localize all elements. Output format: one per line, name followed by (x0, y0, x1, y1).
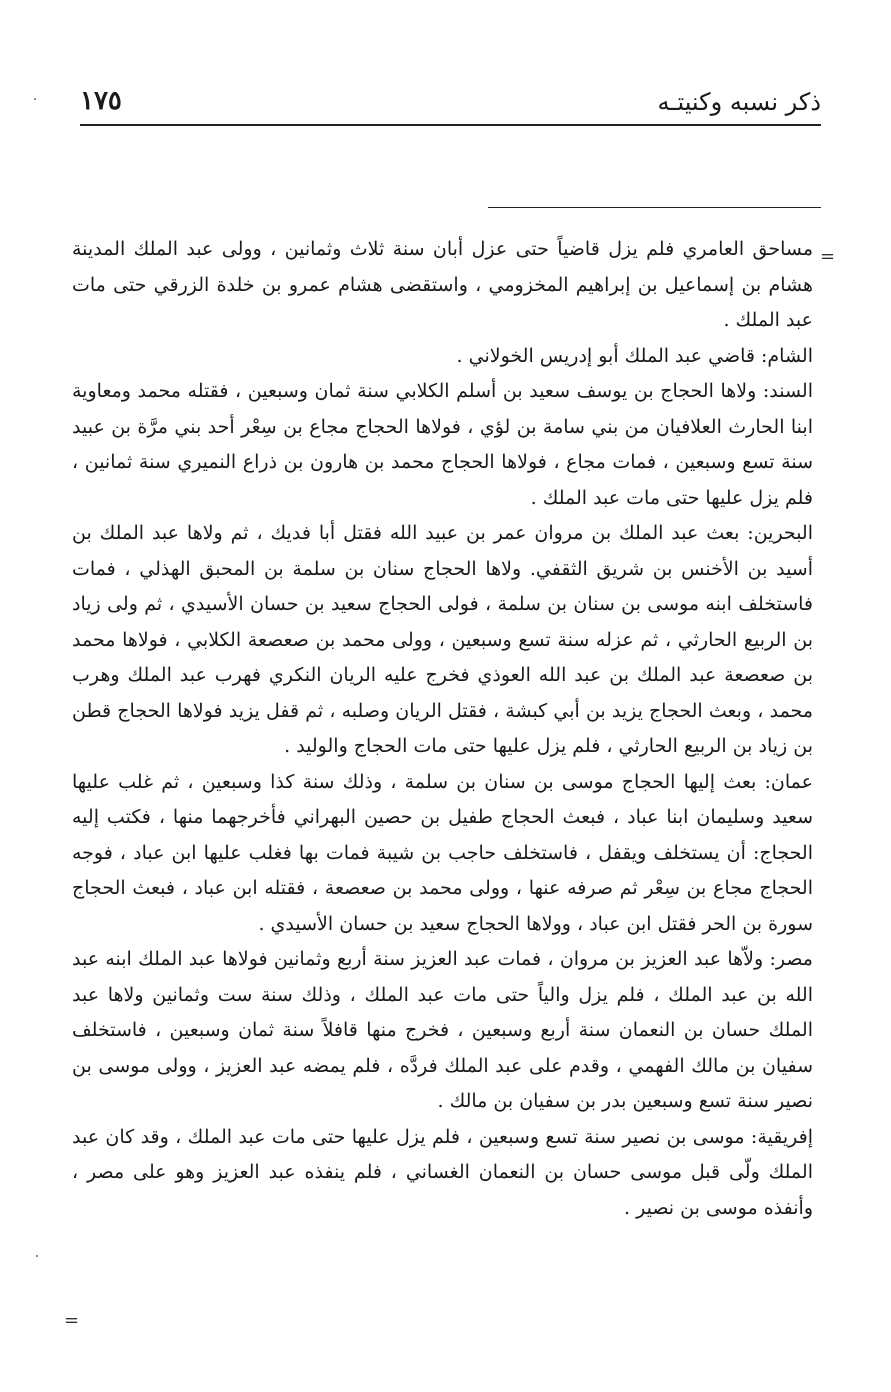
paragraph-sind: السند: ولاها الحجاج بن يوسف سعيد بن أسلم الكلابي سنة ثمان وسبعين ، فقتله محمد ومعاوية ابنا الحارث العلافيان من بني سامة بن لؤي ، فولاها الحجاج مجاع بن سِعْر أحد بني مرَّة بن عبيد سنة تسع وسبعين ، فمات مجاع ، فولاها الحجاج محمد بن هارون بن ذراع النميري سنة ثمانين ، فلم يزل عليها حتى مات عبد الملك . (72, 380, 813, 509)
continuation-rule (488, 207, 821, 208)
page-header (80, 84, 821, 124)
running-title: ذكر نسبه وكنيتـه (657, 88, 821, 116)
header-rule (80, 124, 821, 126)
paragraph-continuation: مساحق العامري فلم يزل قاضياً حتى عزل أبان سنة ثلاث وثمانين ، وولى عبد الملك المدينة هشام بن إسماعيل بن إبراهيم المخزومي ، واستقضى هشام عمرو بن خلدة الزرقي حتى مات عبد الملك . (72, 238, 813, 331)
scan-speck (34, 98, 36, 100)
continuation-mark-top: = (820, 246, 836, 267)
continuation-mark-bottom: = (64, 1310, 80, 1331)
paragraph-ifriqiya: إفريقية: موسى بن نصير سنة تسع وسبعين ، فلم يزل عليها حتى مات عبد الملك ، وقد كان عبد الملك ولّى قبل موسى حسان بن النعمان الغساني ، فلم ينفذه عبد العزيز وهو على مصر ، وأنفذه موسى بن نصير . (72, 1125, 813, 1219)
paragraph-oman: عمان: بعث إليها الحجاج موسى بن سنان بن سلمة ، وذلك سنة كذا وسبعين ، ثم غلب عليها سعيد وسليمان ابنا عباد ، فبعث الحجاج طفيل بن حصين البهراني فأخرجهما منها ، فكتب إليه الحجاج: أن يستخلف ويقفل ، فاستخلف حاجب بن شيبة فمات بها فغلب عليها ابن عباد ، فوجه الحجاج مجاع بن سِعْر ثم صرفه عنها ، وولى محمد بن صعصعة ، فقتله ابن عباد ، فبعث الحجاج سورة بن الحر فقتل ابن عباد ، وولاها الحجاج سعيد بن حسان الأسيدي . (72, 770, 813, 935)
main-text (72, 232, 813, 1226)
paragraph-bahrain: البحرين: بعث عبد الملك بن مروان عمر بن عبيد الله فقتل أبا فديك ، ثم ولاها عبد الملك بن أسيد بن الأخنس بن شريق الثقفي. ولاها الحجاج سنان بن سلمة بن المحبق الهذلي ، فمات فاستخلف ابنه موسى بن سنان بن سلمة ، فولى الحجاج سعيد بن حسان الأسيدي ، ثم ولى زياد بن الربيع الحارثي ، ثم عزله سنة تسع وسبعين ، وولى محمد بن صعصعة الكلابي ، فولاها محمد بن صعصعة عبد الملك بن عبد الله العوذي فخرج عليه الريان النكري فهرب عبد الملك وهرب محمد ، وبعث الحجاج يزيد بن أبي كبشة ، فقتل الريان وصلبه ، ثم قفل يزيد فولاها الحجاج قطن بن زياد بن الربيع الحارثي ، فلم يزل عليها حتى مات الحجاج والوليد . (72, 522, 813, 757)
paragraph-egypt: مصر: ولاّها عبد العزيز بن مروان ، فمات عبد العزيز سنة أربع وثمانين فولاها عبد الملك ابنه عبد الله بن عبد الملك ، فلم يزل والياً حتى مات عبد الملك ، وذلك سنة ست وثمانين ولاها عبد الملك حسان بن النعمان سنة أربع وسبعين ، فخرج منها قافلاً سنة ثمان وسبعين ، فاستخلف سفيان بن مالك الفهمي ، وقدم على عبد الملك فردَّه ، فلم يمضه عبد العزيز ، وولى موسى بن نصير سنة تسع وسبعين بدر بن سفيان بن مالك . (72, 948, 813, 1112)
paragraph-sham: الشام: قاضي عبد الملك أبو إدريس الخولاني . (456, 344, 813, 367)
page-number: ١٧٥ (80, 86, 122, 116)
scan-speck (36, 1255, 38, 1257)
